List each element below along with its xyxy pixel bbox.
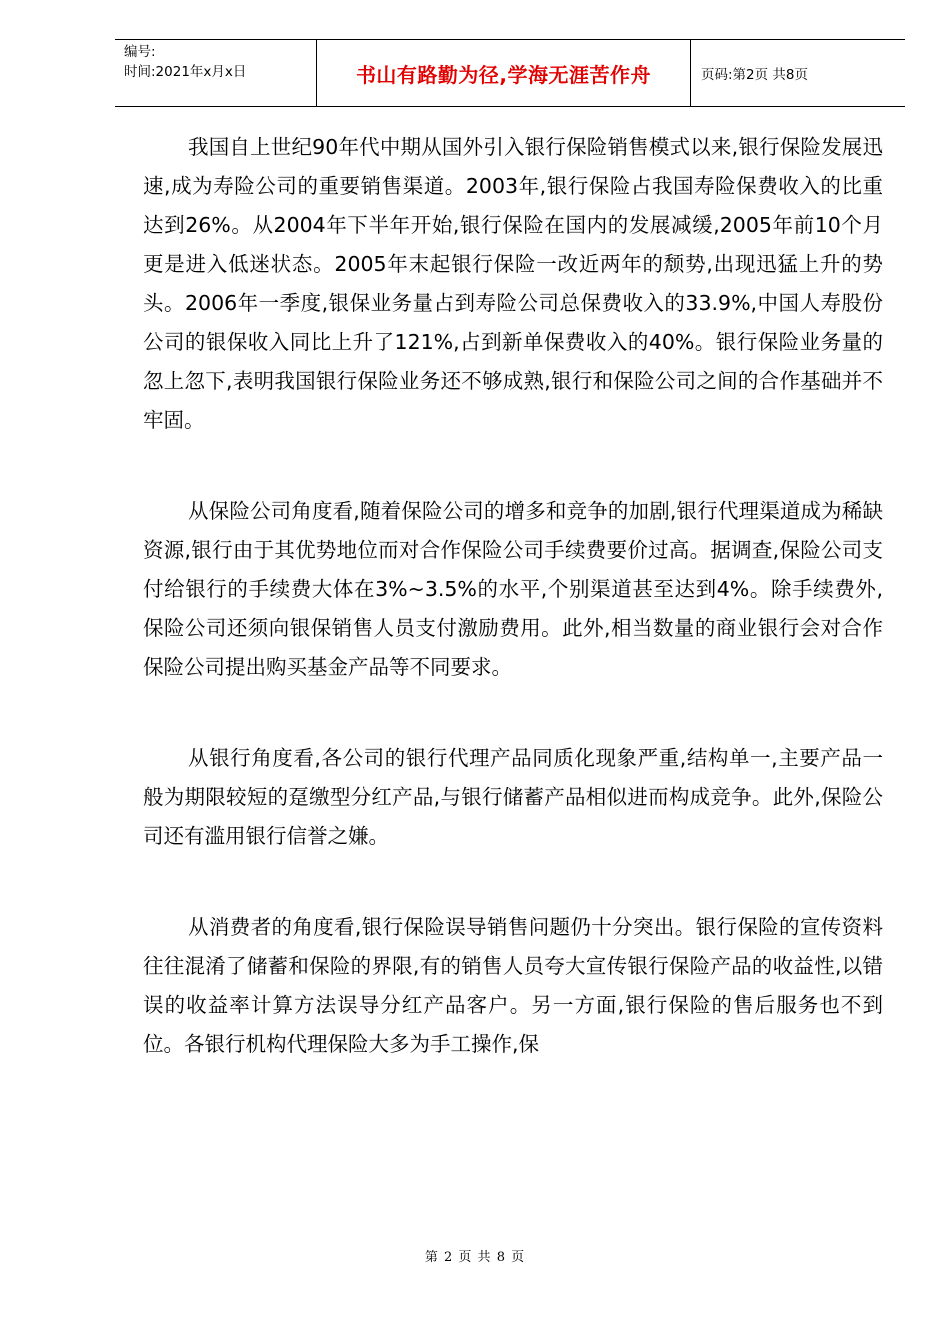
paragraph-1: 我国自上世纪90年代中期从国外引入银行保险销售模式以来,银行保险发展迅速,成为寿险公司的重要销售渠道。2003年,银行保险占我国寿险保费收入的比重达到26%。从2004年下半年开始,银行保险在国内的发展减缓,2005年前10个月更是进入低迷状态。2005年末起银行保险一改近两年的颓势,出现迅猛上升的势头。2006年一季度,银保业务量占到寿险公司总保费收入的33.9%,中国人寿股份公司的银保收入同比上升了121%,占到新单保费收入的40%。银行保险业务量的忽上忽下,表明我国银行保险业务还不够成熟,银行和保险公司之间的合作基础并不牢固。: [143, 135, 883, 432]
document-header: [115, 39, 905, 107]
paragraph-4: 从消费者的角度看,银行保险误导销售问题仍十分突出。银行保险的宣传资料往往混淆了储蓄和保险的界限,有的销售人员夸大宣传银行保险产品的收益性,以错误的收益率计算方法误导分红产品客户。另一方面,银行保险的售后服务也不到位。各银行机构代理保险大多为手工操作,保: [143, 915, 883, 1056]
paragraph-3: 从银行角度看,各公司的银行代理产品同质化现象严重,结构单一,主要产品一般为期限较短的趸缴型分红产品,与银行储蓄产品相似进而构成竞争。此外,保险公司还有滥用银行信誉之嫌。: [143, 746, 883, 848]
header-motto: 书山有路勤为径,学海无涯苦作舟: [317, 40, 691, 106]
number-label: 编号:: [124, 44, 156, 60]
document-body: [143, 128, 883, 1116]
header-page-info: 页码:第2页 共8页: [701, 67, 809, 83]
paragraph-2: 从保险公司角度看,随着保险公司的增多和竞争的加剧,银行代理渠道成为稀缺资源,银行由于其优势地位而对合作保险公司手续费要价过高。据调查,保险公司支付给银行的手续费大体在3%~3.5%的水平,个别渠道甚至达到4%。除手续费外,保险公司还须向银保销售人员支付激励费用。此外,相当数量的商业银行会对合作保险公司提出购买基金产品等不同要求。: [143, 499, 883, 679]
header-meta: [115, 40, 317, 106]
time-label: 时间:2021年x月x日: [124, 64, 247, 80]
page-footer: 第 2 页 共 8 页: [424, 1250, 526, 1265]
